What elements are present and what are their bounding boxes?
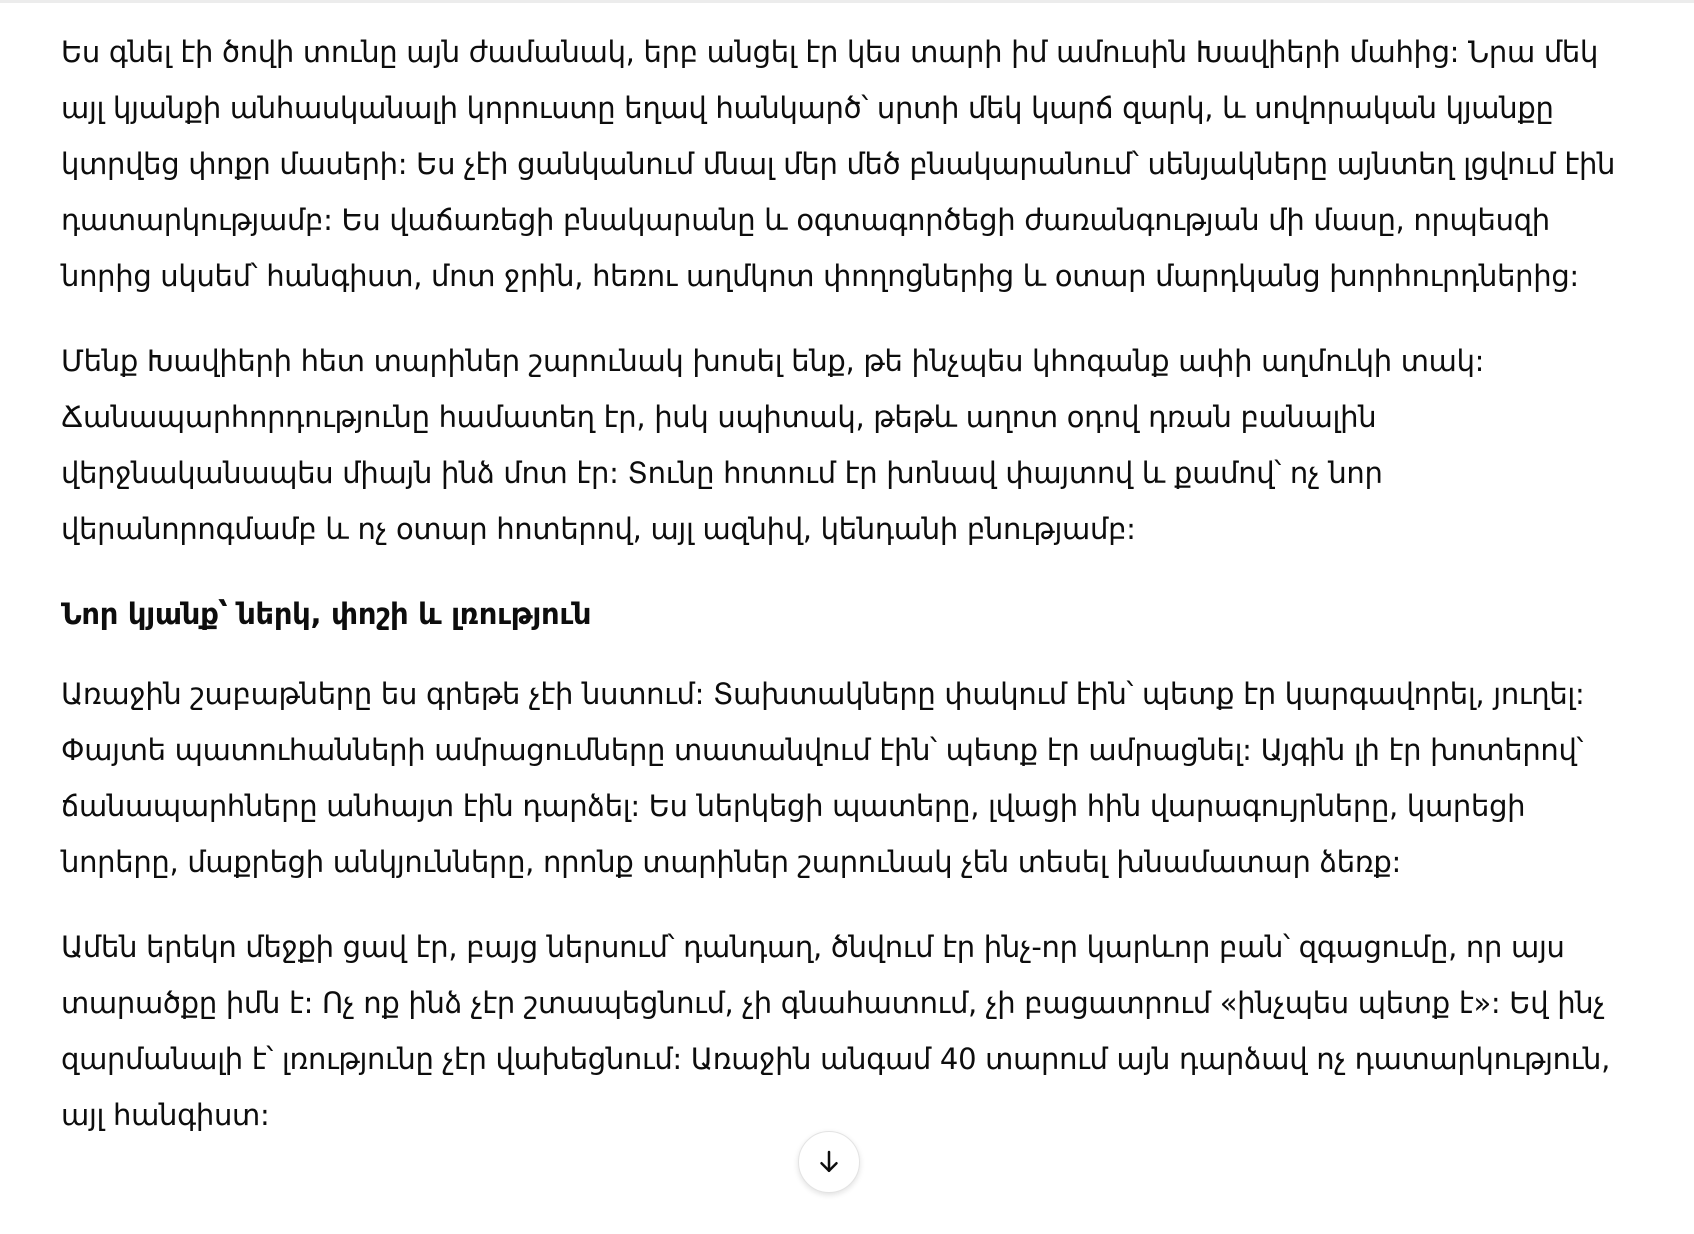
arrow-down-icon (814, 1147, 844, 1177)
paragraph-4: Ամեն երեկո մեջքի ցավ էր, բայց ներսում՝ դանդաղ, ծնվում էր ինչ-որ կարևոր բան՝ զգացումը, որ այս տարածքը իմն է: Ոչ ոք ինձ չէր շտապեցնում, չի գնահատում, չի բացատրում «ինչպես պետք է»: Եվ ինչ զարմանալի է՝ լռությունը չէր վախեցնում: Առաջին անգամ 40 տարում այն դարձավ ոչ դատարկություն, այլ հանգիստ: (61, 930, 1611, 1132)
paragraph-2: Մենք Խավիերի հետ տարիներ շարունակ խոսել ենք, թե ինչպես կհոգանք ափի աղմուկի տակ: Ճանապարհորդությունը համատեղ էր, իսկ սպիտակ, թեթև աղոտ օդով դռան բանալին վերջնականապես միայն ինձ մոտ էր: Տունը հոտում էր խոնավ փայտով և քամով՝ ոչ նոր վերանորոգմամբ և ոչ օտար հոտերով, այլ ազնիվ, կենդանի բնությամբ: (61, 344, 1485, 546)
scroll-down-button[interactable] (798, 1131, 860, 1193)
paragraph-1: Ես գնել էի ծովի տունը այն ժամանակ, երբ անցել էր կես տարի իմ ամուսին Խավիերի մահից: Նրա մեկ այլ կյանքի անհասկանալի կորուստը եղավ հանկարծ՝ սրտի մեկ կարճ զարկ, և սովորական կյանքը կտրվեց փոքր մասերի: Ես չէի ցանկանում մնալ մեր մեծ բնակարանում՝ սենյակները այնտեղ լցվում էին դատարկությամբ: Ես վաճառեցի բնակարանը և օգտագործեցի ժառանգության մի մասը, որպեսզի նորից սկսեմ՝ հանգիստ, մոտ ջրին, հեռու աղմկոտ փողոցներից և օտար մարդկանց խորհուրդներից: (61, 35, 1616, 293)
article-body (61, 24, 1621, 1172)
section-heading: Նոր կյանք՝ ներկ, փոշի և լռություն (61, 597, 592, 631)
top-divider (0, 0, 1694, 3)
paragraph-3: Առաջին շաբաթները ես գրեթե չէի նստում: Տախտակները փակում էին՝ պետք էր կարգավորել, յուղել: Փայտե պատուհանների ամրացումները տատանվում էին՝ պետք էր ամրացնել: Այգին լի էր խոտերով՝ ճանապարհները անհայտ էին դարձել: Ես ներկեցի պատերը, լվացի հին վարագույրները, կարեցի նորերը, մաքրեցի անկյունները, որոնք տարիներ շարունակ չեն տեսել խնամատար ձեռք: (61, 677, 1585, 879)
